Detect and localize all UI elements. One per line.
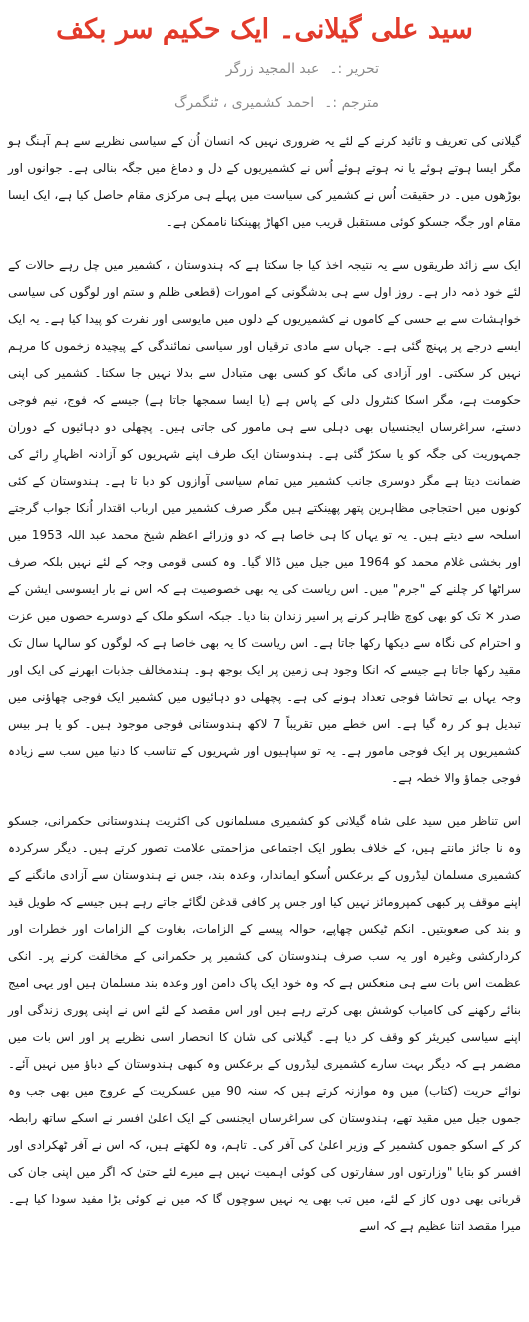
paragraph-3: اس تناظر میں سید علی شاہ گیلانی کو کشمیری مسلمانوں کی اکثریت ہندوستانی حکمرانی، جسکو وہ نا جائز مانتے ہیں، کے خلاف بطور ایک اجتماعی مزاحمتی علامت تصور کرتے ہیں۔ دیگر سرکردہ کشمیری مسلمان لیڈروں کے برعکس اُسکو ایماندار، وعدہ بند، جس نے ہندوستان سے آزادی مانگنے کے اپنے موقف پر کبھی کمپرومائز نہیں کیا اور جس پر کافی قدغن لگائے جاتے رہے ہیں جیسے کہ طویل قید و بند کی صعوبتیں۔ انکم ٹیکس چھاپے، حوالہ پیسے کے الزامات، بغاوت کے الزامات اور خطرات اور کردارکشی وغیرہ اور یہ سب صرف ہندوستان کی کشمیر پر حکمرانی کے مخالفت کرنے پر۔ انکی عظمت اس بات سے ہی منعکس ہے کہ وہ خود ایک پاک دامن اور وعدہ بند مسلمان ہیں اور یہی امیج بنائے رکھنے کی کامیاب کوشش بھی کرتے رہے ہیں اور اس مقصد کے لئے اس نے اپنی پوری زندگی اور اپنے سیاسی کیریئر کو وقف کر دیا ہے۔ گیلانی کی شان کا انحصار اسی نظریے پر اور اس بات میں مضمر ہے کہ دیگر بہت سارے کشمیری لیڈروں کے برعکس وہ کبھی ہندوستان کے دباؤ میں نہیں آئے۔ نوائے حریت (کتاب) میں وہ موازنہ کرتے ہیں کہ سنہ 90 میں عسکریت کے عروج میں بھی جب وہ جموں جیل میں مقید تھے، ہندوستان کی سراغرساں ایجنسی کے ایک اعلیٰ افسر نے اسکے ساتھ رابطہ کر کے اسکو جموں کشمیر کے وزیر اعلیٰ کی آفر کی۔ تاہم، وہ لکھتے ہیں، کہ اس نے آفر ٹھکرادی اور افسر کو بتایا "وزارتوں اور سفارتوں کی کوئی اہمیت نہیں ہے میرے لئے حتیٰ کہ اگر میں اپنی جان کی قربانی بھی دوں کاز کے لئے، میں تب بھی یہ نہیں سوچوں گا کہ میں نے کوئی بڑا مفید سودا کیا ہے۔ میرا مقصد اتنا عظیم ہے کہ اسے (8, 814, 522, 1233)
paragraph-2: ایک سے زائد طریقوں سے یہ نتیجہ اخذ کیا جا سکتا ہے کہ ہندوستان ، کشمیر میں چل رہے حالات کے لئے خود ذمہ دار ہے۔ روز اول سے ہی بدشگونی کے امورات (قطعی ظلم و ستم اور لوگوں کی سیاسی خواہشات سے بے حسی کے کاموں نے کشمیریوں کے دلوں میں مایوسی اور نفرت کو پیدا کیا ہے۔ یہ ایک ایسے درجے پر پہنچ گئی ہے۔ جہاں سے مادی ترقیاں اور سیاسی نمائندگی کے پیچیدہ زخموں کا مرہم نہیں کر سکتی۔ اور آزادی کی مانگ کو کسی بھی متبادل سے بدلا نہیں جا سکتا۔ کشمیر کی اپنی حکومت ہے، مگر اسکا کنٹرول دلی کے پاس ہے (یا ایسا سمجھا جاتا ہے) جیسے کہ فوج، نیم فوجی دستے، سراغرساں ایجنسیاں بھی دہلی سے ہی مامور کی جاتی ہیں۔ پچھلی دو دہائیوں کے دوران جمہوریت کی جگہ کو یا سکڑ گئی ہے۔ ہندوستان ایک طرف اپنے شہریوں کو آزادنہ اظہارِ رائے کی ضمانت دیتا ہے مگر دوسری جانب کشمیر میں تمام سیاسی آوازوں کو دبا تا ہے۔ ہندوستان کے کئی کونوں میں احتجاجی مظاہرین پتھر پھینکتے ہیں مگر صرف کشمیر میں ارباب اقتدار اُنکا جواب گرجتے اسلحہ سے دیتے ہیں۔ یہ تو یہاں کا ہی خاصا ہے کہ دو وزرائے اعظم شیخ محمد عبد اللہ 1953 میں اور بخشی غلام محمد کو 1964 میں جیل میں ڈالا گیا۔ وہ کسی قومی وجہ کے لئے نہیں بلکہ صرف سراٹھا کر چلنے کے "جرم" میں۔ اس ریاست کی یہ بھی خصوصیت ہے کہ اس نے بار ایسوسی ایشن کے صدر ✕ تک کو بھی کوچ ظاہر کرنے پر اسیر زندان بنا دیا۔ جبکہ اسکو ملک کے دوسرے حصوں میں عزت و احترام کی نگاہ سے دیکھا رکھا جاتا ہے۔ اس ریاست کا یہ بھی خاصا ہے کہ لوگوں کو سالہا سال تک مقید رکھا جاتا ہے جیسے کہ انکا وجود ہی زمین پر ایک بوجھ ہو۔ ہندمخالف جذبات ابھرنے کی ایک اور وجہ یہاں بے تحاشا فوجی تعداد ہونے کی ہے۔ پچھلی دو دہائیوں میں کشمیر ایک فوجی چھاؤنی میں تبدیل ہو کر رہ گیا ہے۔ اس خطے میں تقریباً 7 لاکھ ہندوستانی فوجی موجود ہیں۔ کو یا ہر بیس کشمیریوں پر ایک فوجی مامور ہے۔ یہ تو سپاہیوں اور شہریوں کے تناسب کا دنیا میں سب سے زیادہ فوجی جماؤ والا خطہ ہے۔ (8, 258, 521, 785)
author-name: عبد المجید زرگر (225, 61, 320, 77)
article-body (8, 128, 521, 1240)
translator-line (174, 92, 379, 114)
translator-name: احمد کشمیری ، ٹنگمرگ (173, 95, 315, 111)
paragraph-1: گیلانی کی تعریف و تائید کرنے کے لئے یہ ضروری نہیں کہ انسان اُن کے سیاسی نظریے سے ہم آہنگ ہو مگر ایسا ہوتے ہوئے یا نہ ہوتے ہوئے اُس نے کشمیریوں کے دل و دماغ میں جگہ بنالی ہے۔ جوانوں اور بوڑھوں میں۔ در حقیقت اُس نے کشمیر کی سیاست میں پہلے ہی مرکزی مقام حاصل کیا ہے، ایک ایسا مقام اور جگہ جسکو کوئی مستقبل قریب میں اکھاڑ پھینکنا ناممکن ہے۔ (8, 134, 521, 229)
article-title: سید علی گیلانی۔ ایک حکیم سر بکف (56, 14, 473, 45)
author-label: تحریر :۔ (329, 61, 379, 77)
translator-label: مترجم :۔ (324, 95, 379, 111)
author-line (226, 58, 379, 80)
